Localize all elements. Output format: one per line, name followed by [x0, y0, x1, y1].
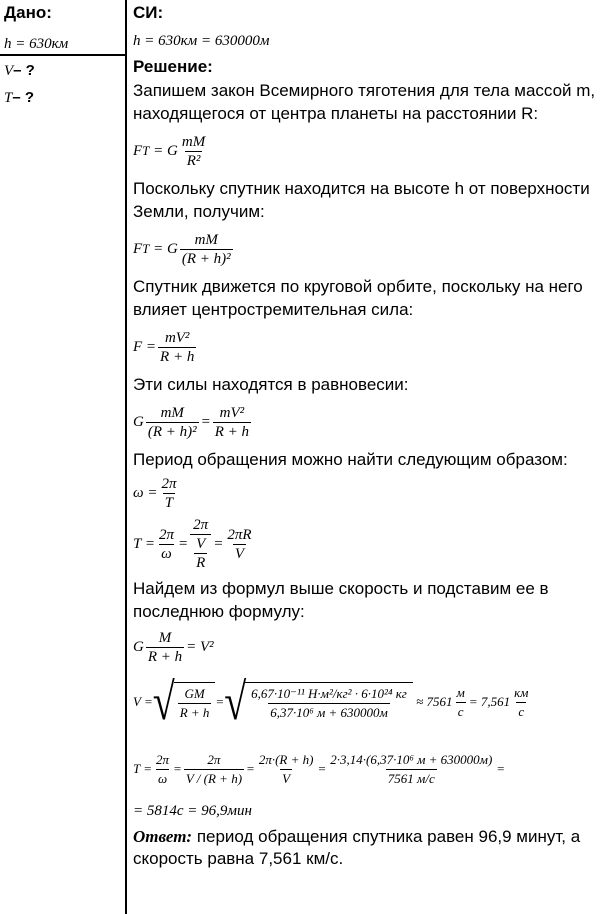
solution-column [133, 0, 597, 887]
answer-text: период обращения спутника равен 96,9 минут, а скорость равна 7,561 км/с. [133, 827, 581, 868]
paragraph-centripetal: Спутник движется по круговой орбите, поскольку на него влияет центростремительная сила: [133, 277, 583, 319]
formula-velocity-squared: G $\frac{M}{R + h}$ = V² [133, 629, 214, 665]
formula-velocity: V = √ $\frac{GM}{R + h}$ = √ $\frac{\text{6,67·10⁻¹¹ Н·м²/кг² · 6·10²⁴ кг}}{\text{6,37·10⁶ м + 630000м}}$ ≈ 7561 $\frac{м}{с}$ = 7,561 $\frac{км}{с}$ [133, 672, 529, 731]
answer-label: Ответ: [133, 827, 193, 846]
formula-period-numeric: T = $\frac{2\pi}{\omega}$ = $\frac{2\pi}{V / (R + h)}$ = $\frac{2\pi\cdot(R + h)}{V}$ = $\frac{\text{2·3,14·(6,37·10⁶ м + 630000м)}}{7561 м/с}$ = [133, 751, 506, 786]
si-title: СИ: [133, 3, 164, 22]
final-result: = 5814с = 96,9мин [133, 803, 252, 819]
formula-gravity: F T = G $\frac{mM}{\text{R²}}$ [133, 133, 206, 169]
given-h: h = 630км [4, 36, 69, 52]
column-divider [125, 0, 127, 914]
unknown-t: T– ? [4, 89, 35, 106]
paragraph-equilibrium: Эти силы находятся в равновесии: [133, 375, 409, 394]
formula-omega: ω = $\frac{2\pi}{T}$ [133, 475, 177, 511]
unknown-v: V– ? [4, 62, 35, 79]
si-conversion: h = 630км = 630000м [133, 33, 270, 49]
formula-centripetal: F = $\frac{\text{mV²}}{R + h}$ [133, 329, 195, 365]
formula-period: T = $\frac{2\pi}{\omega}$ = $\frac{2\pi}{\frac{V}{R}}$ = $\frac{2\pi R}{V}$ [133, 517, 252, 571]
given-title: Дано: [4, 3, 52, 22]
paragraph-period: Период обращения можно найти следующим образом: [133, 450, 568, 469]
formula-gravity-height: F T = G $\frac{mM}{\text{(R + h)²}}$ [133, 231, 231, 267]
paragraph-substitute: Найдем из формул выше скорость и подставим ее в последнюю формулу: [133, 579, 549, 621]
given-column [4, 0, 122, 109]
paragraph-gravity-law: Запишем закон Всемирного тяготения для тела массой m, находящегося от центра планеты на расстоянии R: [133, 81, 596, 123]
solution-title: Решение: [133, 57, 213, 76]
paragraph-height: Поскольку спутник находится на высоте h от поверхности Земли, получим: [133, 179, 590, 221]
formula-equilibrium: G $\frac{mM}{\text{(R + h)²}}$ = $\frac{\text{mV²}}{R + h}$ [133, 404, 250, 440]
answer [133, 826, 597, 870]
